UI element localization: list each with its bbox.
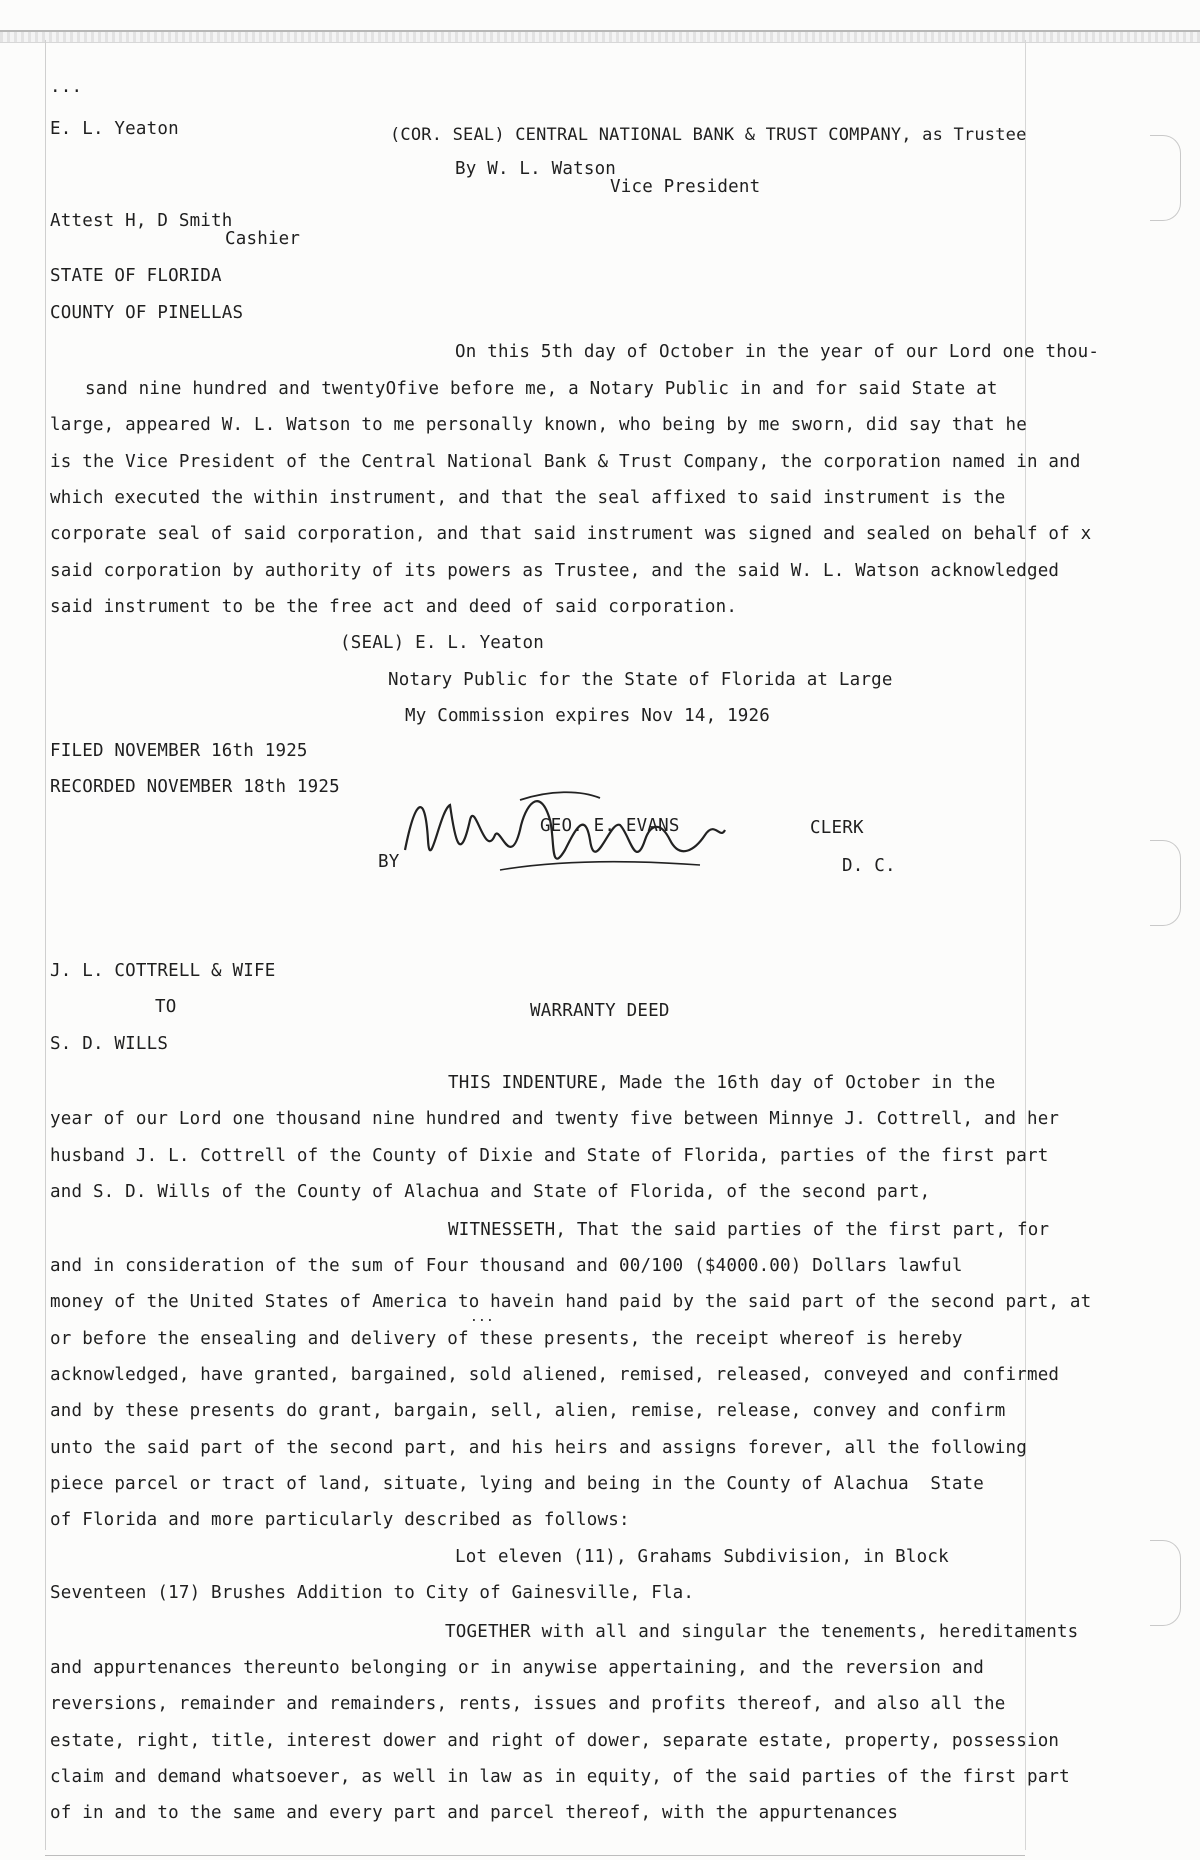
deed-line: TOGETHER with all and singular the tenements, hereditaments: [445, 1622, 1079, 1642]
clerk-name: GEO. E. EVANS: [540, 816, 680, 836]
ellipsis-mark: ...: [50, 77, 83, 97]
deed-line: acknowledged, have granted, bargained, sold aliened, remised, released, conveyed and confirmed: [50, 1365, 1060, 1385]
binder-hole-middle: [1150, 840, 1181, 926]
deed-line: estate, right, title, interest dower and right of dower, separate estate, property, possession: [50, 1731, 1060, 1751]
ack-line: corporate seal of said corporation, and that said instrument was signed and sealed on behalf of x: [50, 524, 1092, 544]
deed-line: year of our Lord one thousand nine hundred and twenty five between Minnye J. Cottrell, and her: [50, 1109, 1060, 1129]
filed-date: FILED NOVEMBER 16th 1925: [50, 741, 308, 761]
ack-line: which executed the within instrument, and that the seal affixed to said instrument is the: [50, 488, 1006, 508]
deed-line: and S. D. Wills of the County of Alachua and State of Florida, of the second part,: [50, 1182, 931, 1202]
deed-line: of Florida and more particularly described as follows:: [50, 1510, 630, 1530]
ack-line: is the Vice President of the Central National Bank & Trust Company, the corporation named in and: [50, 452, 1081, 472]
ack-line: On this 5th day of October in the year of our Lord one thou-: [455, 342, 1100, 362]
deed-line: husband J. L. Cottrell of the County of Dixie and State of Florida, parties of the first part: [50, 1146, 1049, 1166]
deputy-clerk-label: D. C.: [842, 856, 896, 876]
deed-line: Seventeen (17) Brushes Addition to City of Gainesville, Fla.: [50, 1583, 695, 1603]
deed-line: or before the ensealing and delivery of these presents, the receipt whereof is hereby: [50, 1329, 963, 1349]
signed-by-line: By W. L. Watson: [455, 159, 617, 179]
deed-line: claim and demand whatsoever, as well in law as in equity, of the said parties of the first part: [50, 1767, 1070, 1787]
notary-title: Notary Public for the State of Florida at Large: [388, 670, 893, 690]
deed-line: unto the said part of the second part, and his heirs and assigns forever, all the following: [50, 1438, 1027, 1458]
left-margin-line: [45, 40, 46, 1850]
deed-line: WITNESSETH, That the said parties of the first part, for: [448, 1220, 1050, 1240]
corporate-seal-line: (COR. SEAL) CENTRAL NATIONAL BANK & TRUST COMPANY, as Trustee: [390, 125, 1027, 145]
deed-line: reversions, remainder and remainders, rents, issues and profits thereof, and also all the: [50, 1694, 1006, 1714]
grantor-names: J. L. COTTRELL & WIFE: [50, 961, 276, 981]
ellipsis-mark: ...: [470, 1310, 495, 1325]
ack-line: said corporation by authority of its powers as Trustee, and the said W. L. Watson acknowledged: [50, 561, 1060, 581]
deed-line: piece parcel or tract of land, situate, lying and being in the County of Alachua State: [50, 1474, 985, 1494]
left-signer-name: E. L. Yeaton: [50, 119, 179, 139]
deed-line: and in consideration of the sum of Four thousand and 00/100 ($4000.00) Dollars lawful: [50, 1256, 963, 1276]
ack-line: large, appeared W. L. Watson to me personally known, who being by me sworn, did say that he: [50, 415, 1027, 435]
recorded-date: RECORDED NOVEMBER 18th 1925: [50, 777, 340, 797]
deed-title: WARRANTY DEED: [530, 1001, 670, 1021]
binder-hole-bottom: [1150, 1540, 1181, 1626]
deed-line: of in and to the same and every part and parcel thereof, with the appurtenances: [50, 1803, 899, 1823]
deed-line: and by these presents do grant, bargain, sell, alien, remise, release, convey and confirm: [50, 1401, 1006, 1421]
attest-line: Attest H, D Smith: [50, 211, 233, 231]
by-label: BY: [378, 852, 400, 872]
binder-hole-top: [1150, 135, 1181, 221]
ack-line: said instrument to be the free act and deed of said corporation.: [50, 597, 738, 617]
deed-line: money of the United States of America to havein hand paid by the said part of the second part, at: [50, 1292, 1092, 1312]
right-margin-line: [1025, 40, 1026, 1850]
bottom-edge-rule: [45, 1855, 1025, 1856]
state-heading: STATE OF FLORIDA: [50, 266, 222, 286]
ack-line: sand nine hundred and twentyOfive before me, a Notary Public in and for said State at: [85, 379, 998, 399]
deed-line: Lot eleven (11), Grahams Subdivision, in Block: [455, 1547, 949, 1567]
vice-president-title: Vice President: [610, 177, 761, 197]
commission-expiry: My Commission expires Nov 14, 1926: [405, 706, 771, 726]
cashier-title: Cashier: [225, 229, 301, 249]
to-label: TO: [155, 997, 177, 1017]
top-edge-rule: [0, 30, 1200, 43]
deed-line: and appurtenances thereunto belonging or in anywise appertaining, and the reversion and: [50, 1658, 985, 1678]
deed-line: THIS INDENTURE, Made the 16th day of October in the: [448, 1073, 996, 1093]
notary-seal-name: (SEAL) E. L. Yeaton: [340, 633, 544, 653]
county-heading: COUNTY OF PINELLAS: [50, 303, 244, 323]
grantee-name: S. D. WILLS: [50, 1034, 169, 1054]
handwritten-signature: [400, 780, 730, 890]
clerk-label: CLERK: [810, 818, 864, 838]
